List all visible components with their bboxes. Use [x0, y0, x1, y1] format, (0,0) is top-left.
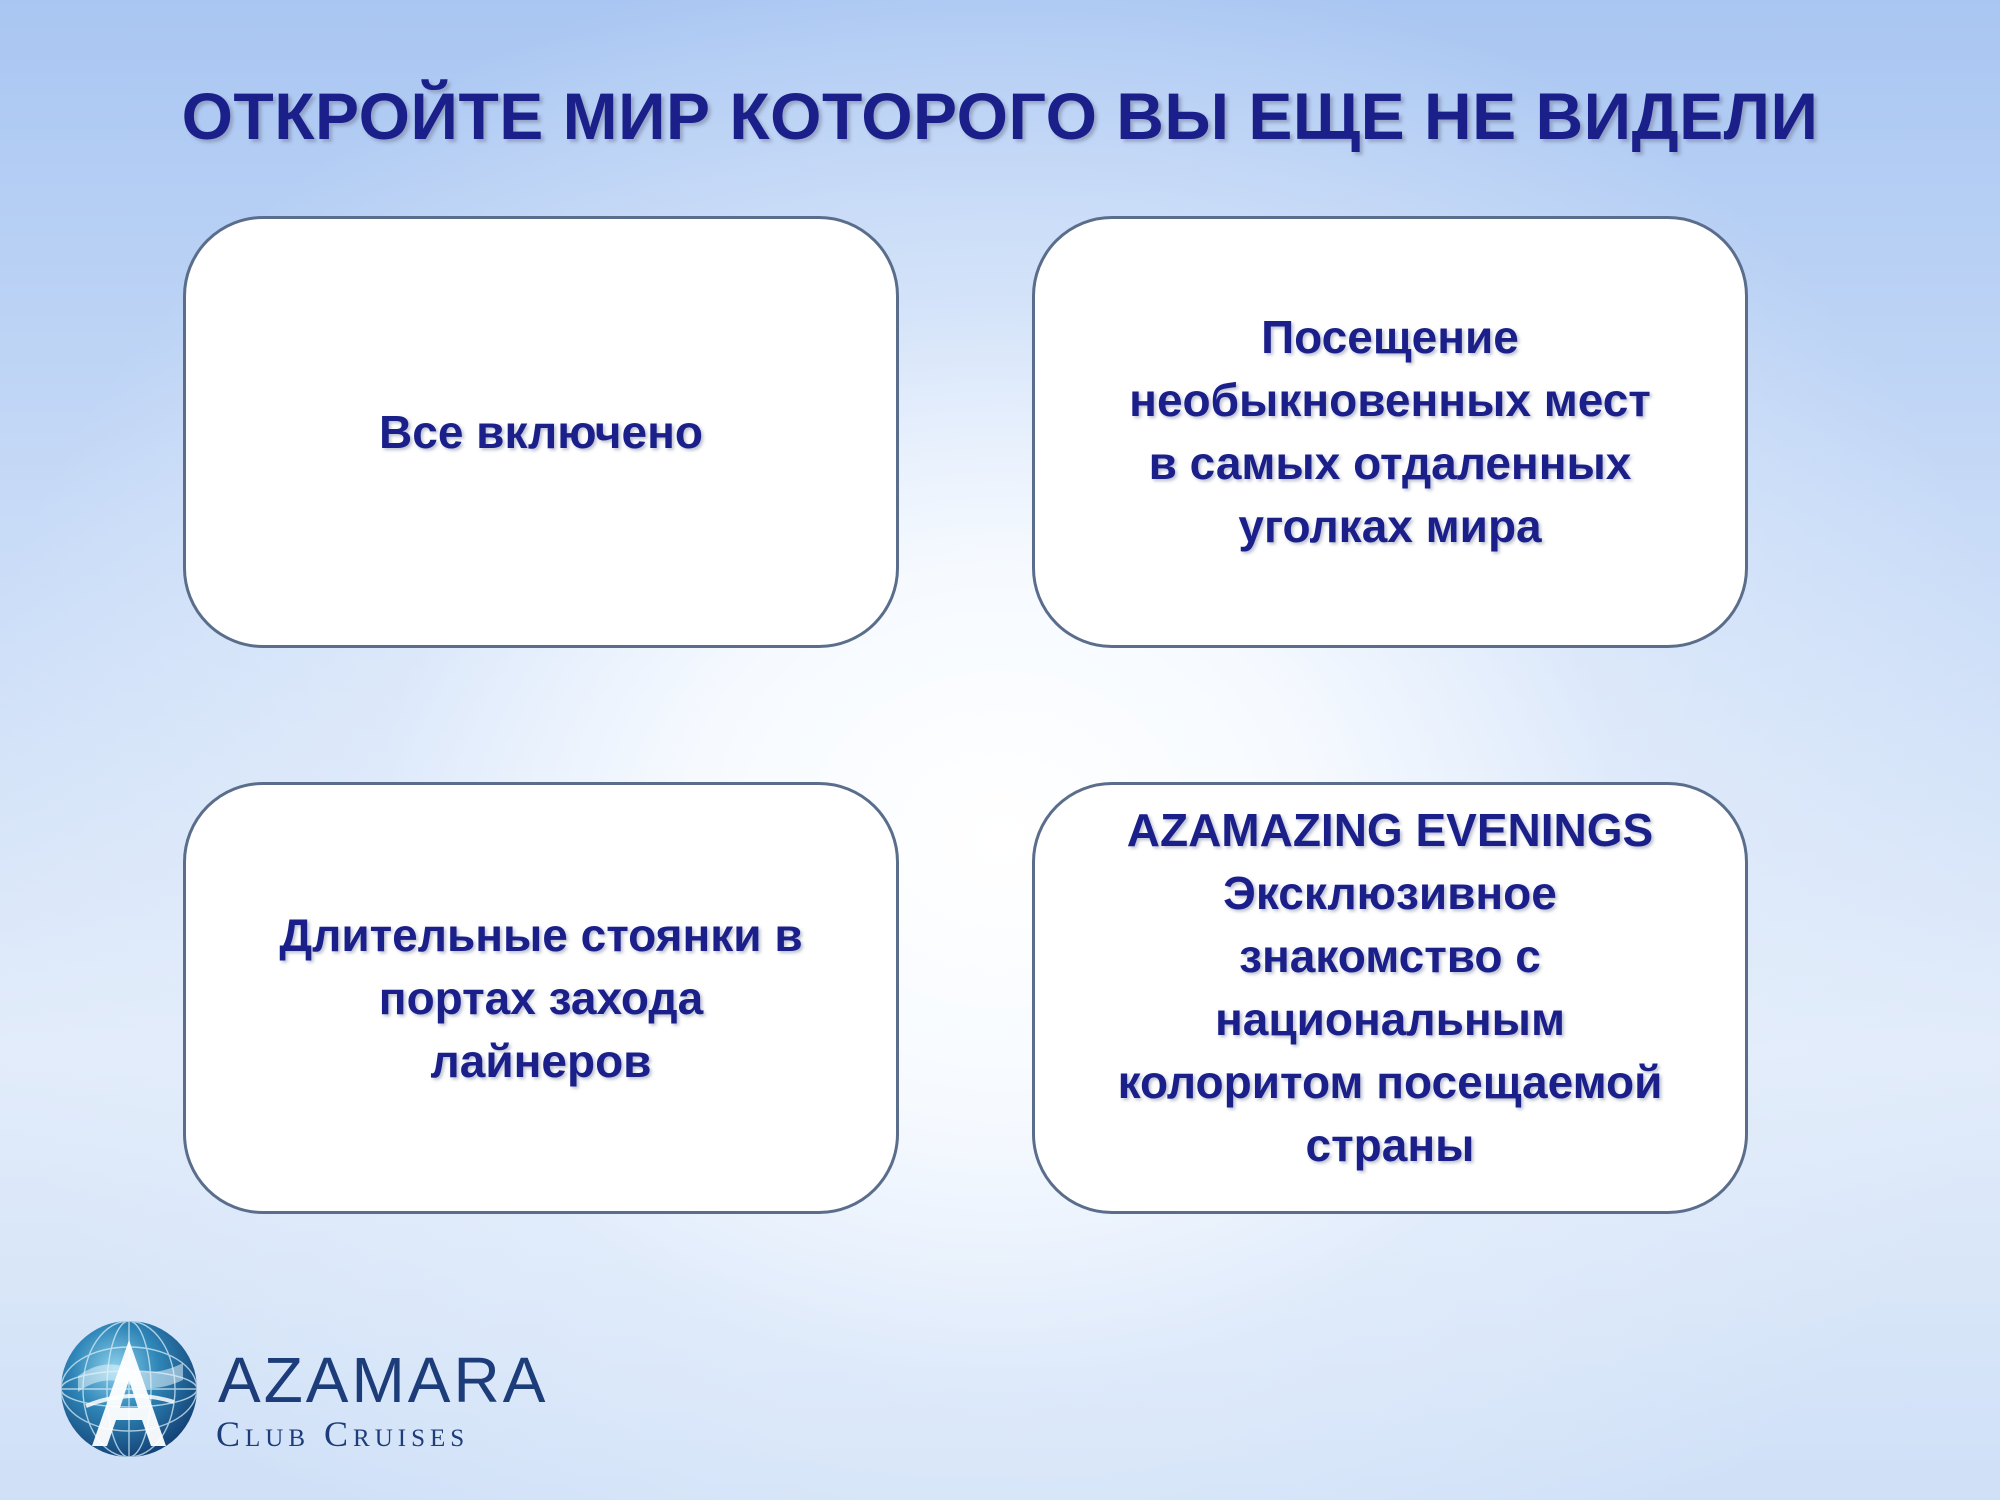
card-line: лайнеров: [430, 1034, 652, 1087]
slide-title: ОТКРОЙТЕ МИР КОТОРОГО ВЫ ЕЩЕ НЕ ВИДЕЛИ: [181, 79, 1819, 153]
azamara-logo: [58, 1318, 598, 1460]
feature-card-text: [1129, 306, 1651, 558]
card-line: портах захода: [378, 971, 704, 1024]
card-line: уголках мира: [1238, 500, 1542, 552]
feature-card-all-inclusive: [183, 216, 899, 648]
feature-card-text: [1118, 799, 1663, 1177]
card-line: Длительные стоянки в: [279, 908, 803, 961]
card-line: Все включено: [379, 405, 703, 458]
logo-subtitle: Club Cruises: [216, 1414, 470, 1454]
card-line: AZAMAZING EVENINGS: [1126, 804, 1654, 856]
card-line: знакомство с: [1239, 930, 1541, 982]
card-line: страны: [1305, 1119, 1475, 1171]
card-line: национальным: [1214, 993, 1565, 1045]
card-line: необыкновенных мест: [1129, 374, 1651, 426]
feature-card-text: [379, 401, 703, 464]
card-line: Эксклюзивное: [1223, 867, 1557, 919]
feature-card-remote-places: [1032, 216, 1748, 648]
feature-card-text: [279, 904, 802, 1093]
feature-card-long-stays: [183, 782, 899, 1214]
globe-a-icon: [58, 1318, 200, 1460]
card-line: колоритом посещаемой: [1117, 1056, 1663, 1108]
card-line: Посещение: [1261, 311, 1519, 363]
logo-name: AZAMARA: [218, 1344, 549, 1416]
feature-card-azamazing-evenings: [1032, 782, 1748, 1214]
card-line: в самых отдаленных: [1148, 437, 1632, 489]
